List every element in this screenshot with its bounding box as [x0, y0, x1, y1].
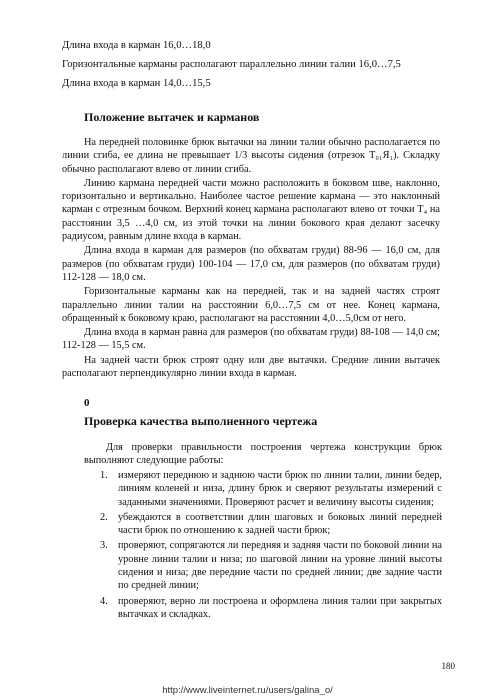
list-item-text: измеряют переднюю и заднюю части брюк по линии талии, линии бедер, линиям коленей и низа, длину брюк и сверяют результаты измерений с заданными значениями. Проверяют расчет и величину высоты сидения;: [118, 470, 442, 508]
paragraph: Длина входа в карман для размеров (по обхватам груди) 88-96 — 16,0 см, для размеров (по обхватам груди) 100-104 — 17,0 см, для размеров (по обхватам груди) 112-128 — 18,0 см.: [62, 245, 440, 283]
list-item-text: проверяют, сопрягаются ли передняя и задняя части по боковой линии на уровне линии талии и низа; по шаговой линии на уровне линий высоты сидения и низа; две передние части по средней линии; две задние части по средней линии;: [118, 540, 442, 592]
list-item: [100, 469, 442, 509]
intro-line-2: Горизонтальные карманы располагают параллельно линии талии 16,0…7,5: [62, 59, 401, 70]
intro-paragraph: Для проверки правильности построения чертежа конструкции брюк выполняют следующие работы:: [84, 442, 442, 467]
list-item: [100, 539, 442, 592]
list-item-number: 3.: [100, 540, 108, 552]
page-number: 180: [441, 661, 455, 671]
intro-line-1: Длина входа в карман 16,0…18,0: [62, 40, 211, 51]
paragraph: Длина входа в карман равна для размеров (по обхватам груди) 88-108 — 14,0 см; 112-128 — 15,5 см.: [62, 327, 440, 352]
list-item: [100, 595, 442, 622]
section-heading-darts-pockets: Положение вытачек и карманов: [84, 110, 260, 124]
paragraph: На передней половинке брюк вытачки на линии талии обычно располагается по линии сгиба, ее длина не превышает 1/3 высоты сидения (отрезок Т₀₁Я₁). Складку обычно располагают влево от линии сгиба.: [62, 137, 440, 175]
list-item-number: 4.: [100, 595, 108, 607]
list-item-text: проверяют, верно ли построена и оформлена линия талии при закрытых вытачках и складках.: [118, 595, 442, 620]
quality-check-intro: [84, 441, 442, 468]
footer-url: http://www.liveinternet.ru/users/galina_o/: [162, 685, 333, 696]
list-item-number: 2.: [100, 511, 108, 523]
list-item-text: убеждаются в соответствии длин шаговых и боковых линий передней части брюк по отношению к задней части брюк;: [118, 511, 442, 537]
section-heading-quality-check: Проверка качества выполненного чертежа: [84, 414, 318, 428]
section-marker: 0: [84, 397, 90, 409]
paragraph: На задней части брюк строят одну или две вытачки. Средние линии вытачек располагают перпендикулярно линии входа в карман.: [62, 354, 440, 380]
intro-line-3: Длина входа в карман 14,0…15,5: [62, 78, 211, 89]
list-item-number: 1.: [100, 470, 108, 481]
paragraph: Горизонтальные карманы как на передней, так и на задней частях строят параллельно линии талии на расстоянии 6,0…7,5 см от нее. Конец кармана, обращенный к боковому краю, располагают на расстоянии 4,0…5,0см от него.: [62, 286, 440, 324]
checklist: [100, 469, 442, 623]
list-item: [100, 511, 442, 538]
paragraph: Линию кармана передней части можно расположить в боковом шве, наклонно, горизонтально и вертикально. Наиболее частое решение кармана — это наклонный карман с отрезным бочком. Верхний конец кармана располагают влево от точки Т₄ на расстоянии 3,5 …4,0 см, из этой точки на линии бокового края делают засечку радиусом, равным длине входа в карман.: [62, 177, 440, 243]
section-body-darts-pockets: [62, 136, 440, 380]
